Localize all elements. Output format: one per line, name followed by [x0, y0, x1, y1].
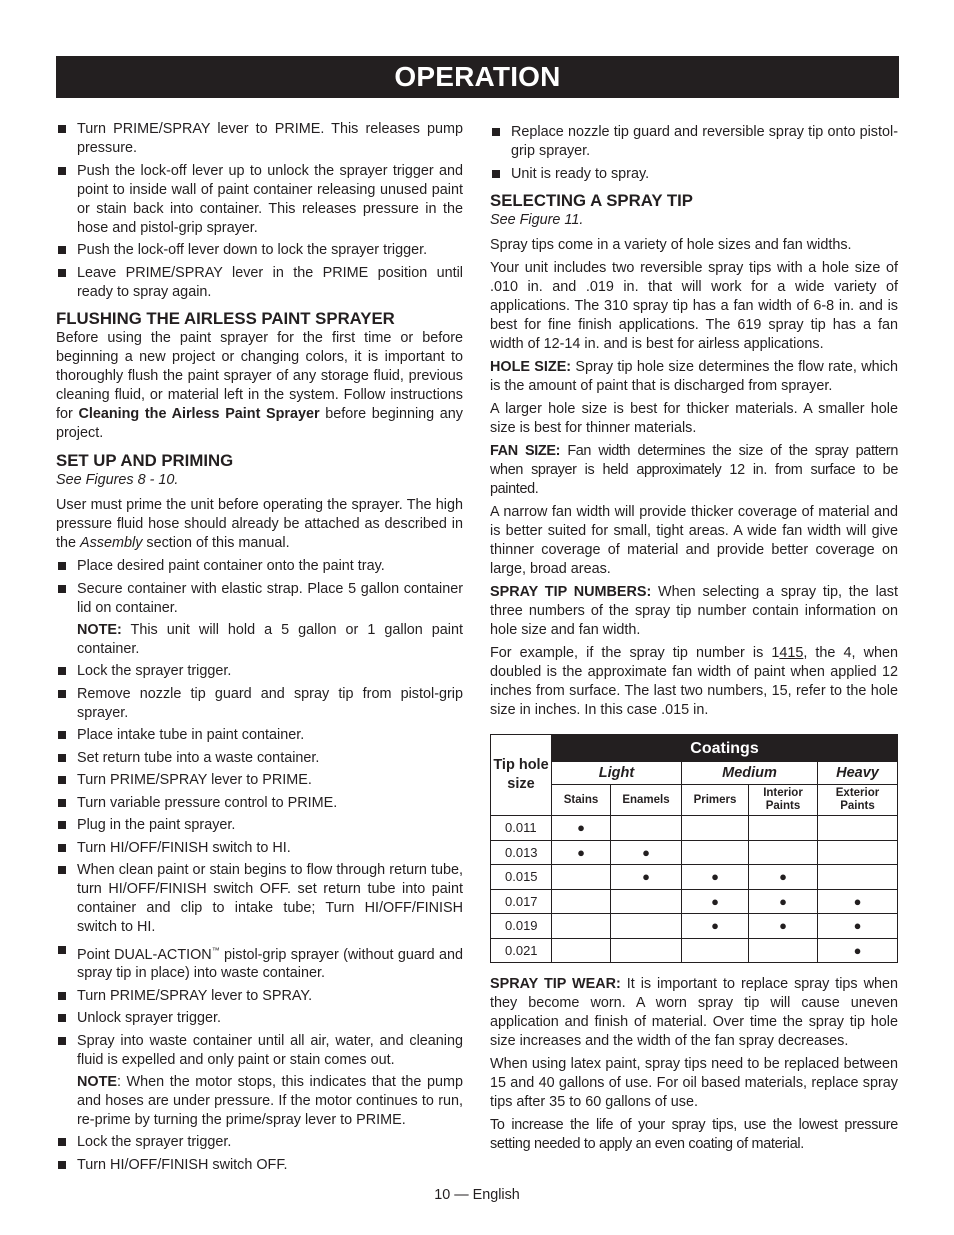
spray-tip-numbers-paragraph: SPRAY TIP NUMBERS: When selecting a spray tip, the last three numbers of the spray tip number contain information on hole size and fan width. [490, 584, 898, 638]
column-header-enamels: Enamels [611, 785, 682, 816]
list-item: Unlock sprayer trigger. [56, 1009, 463, 1028]
coating-cell [749, 938, 818, 963]
bullet-dot-icon: ● [642, 844, 650, 860]
coating-cell [682, 938, 749, 963]
coating-cell [682, 816, 749, 841]
table-row [491, 938, 898, 963]
coating-cell [818, 938, 898, 963]
coating-cell [682, 889, 749, 914]
example-paragraph: For example, if the spray tip number is 1415, the 4, when doubled is the approximate fan width of paint when applied 12 inches from surface. The last two numbers, 15, refer to the hole size in inches. In this case .015 in. [490, 645, 898, 718]
table-row [491, 816, 898, 841]
fan-size-paragraph: FAN SIZE: Fan width determines the size of the spray pattern when sprayer is held approximately 12 in. from surface to be painted. [490, 443, 898, 497]
coating-cell [749, 816, 818, 841]
bullet-dot-icon: ● [853, 893, 862, 909]
coating-cell [611, 840, 682, 865]
coating-cell [552, 865, 611, 890]
setup-bullet-list [56, 557, 463, 1175]
coating-cell [611, 865, 682, 890]
coating-cell [611, 938, 682, 963]
coating-cell [818, 914, 898, 939]
coating-cell [818, 840, 898, 865]
group-header-heavy: Heavy [818, 762, 898, 785]
list-item: Secure container with elastic strap. Place 5 gallon container lid on container. NOTE: This unit will hold a 5 gallon or 1 gallon paint container. [56, 580, 463, 659]
list-item: Place desired paint container onto the paint tray. [56, 557, 463, 576]
hole-size-cell: 0.021 [491, 938, 552, 963]
hole-size-cell: 0.013 [491, 840, 552, 865]
paragraph: Spray tips come in a variety of hole sizes and fan widths. [490, 237, 852, 253]
table-row [491, 840, 898, 865]
note: NOTE: When the motor stops, this indicates that the pump and hoses are under pressure. If the motor continues to run, re-prime by turning the prime/spray lever to PRIME. [77, 1073, 463, 1128]
left-column [56, 120, 463, 1178]
list-item: Place intake tube in paint container. [56, 726, 463, 745]
list-item: Leave PRIME/SPRAY lever in the PRIME position until ready to spray again. [56, 264, 463, 302]
bullet-dot-icon: ● [711, 918, 719, 934]
group-header-light: Light [552, 762, 682, 785]
coating-cell [552, 889, 611, 914]
list-item: Turn PRIME/SPRAY lever to PRIME. [56, 771, 463, 790]
coating-cell [818, 816, 898, 841]
column-header-stains: Stains [552, 785, 611, 816]
bullet-dot-icon: ● [853, 918, 862, 934]
coating-cell [611, 914, 682, 939]
page-title: OPERATION [394, 61, 561, 92]
page-banner [56, 56, 899, 98]
paragraph: A larger hole size is best for thicker materials. A smaller hole size is best for thinner materials. [490, 401, 898, 436]
setup-paragraph: User must prime the unit before operating the sprayer. The high pressure fluid hose should already be attached as described in the Assembly section of this manual. [56, 497, 463, 551]
list-item: Turn HI/OFF/FINISH switch to HI. [56, 839, 463, 858]
hole-size-cell: 0.017 [491, 889, 552, 914]
coating-cell [682, 865, 749, 890]
list-item: Spray into waste container until all air, water, and cleaning fluid is expelled and only paint or stain comes out. NOTE: When the motor stops, this indicates that the pump and hoses are under pressure. If the motor continues to run, re-prime by turning the prime/spray lever to PRIME. [56, 1032, 463, 1130]
list-item: Replace nozzle tip guard and reversible spray tip onto pistol-grip sprayer. [490, 123, 898, 161]
selecting-heading: SELECTING A SPRAY TIP [490, 191, 693, 210]
coatings-header: Coatings [552, 735, 898, 762]
bullet-dot-icon: ● [853, 942, 862, 958]
bullet-dot-icon: ● [779, 893, 787, 909]
note: NOTE: This unit will hold a 5 gallon or 1 gallon paint container. [77, 621, 463, 657]
coating-cell [749, 889, 818, 914]
bullet-dot-icon: ● [577, 844, 585, 860]
table-row [491, 889, 898, 914]
bullet-dot-icon: ● [711, 893, 719, 909]
column-header-primers: Primers [682, 785, 749, 816]
hole-size-cell: 0.011 [491, 816, 552, 841]
list-item: Lock the sprayer trigger. [56, 1133, 463, 1152]
list-item: Lock the sprayer trigger. [56, 662, 463, 681]
hole-size-cell: 0.019 [491, 914, 552, 939]
coating-cell [552, 816, 611, 841]
group-header-medium: Medium [682, 762, 818, 785]
list-item: When clean paint or stain begins to flow through return tube, turn HI/OFF/FINISH switch OFF. set return tube into paint container and clip to intake tube; Turn HI/OFF/FINISH switch to HI. [56, 861, 463, 937]
list-item: Remove nozzle tip guard and spray tip from pistol-grip sprayer. [56, 685, 463, 723]
coating-cell [682, 914, 749, 939]
intro-bullet-list [56, 120, 463, 302]
spray-tip-table [490, 734, 898, 963]
coating-cell [552, 938, 611, 963]
bullet-dot-icon: ● [779, 918, 787, 934]
flushing-paragraph: Before using the paint sprayer for the first time or before beginning a new project or changing colors, it is important to thoroughly flush the paint sprayer of any storage fluid, previous cleaning fluid, or material left in the system. Follow instructions for Cleaning the Airless Paint Sprayer before beginning any project. [56, 330, 464, 441]
paragraph: Your unit includes two reversible spray tips with a hole size of .010 in. and .019 in. that will work for a wide variety of applications. The 310 spray tip has a fan width of 6-8 in. and is best for fine finish applications. The 619 spray tip has a fan width of 12-14 in. and is best for airless applications. [490, 260, 898, 352]
list-item: Unit is ready to spray. [490, 165, 898, 184]
paragraph: To increase the life of your spray tips, use the lowest pressure setting needed to apply an even coating of material. [490, 1117, 898, 1152]
table-row [491, 914, 898, 939]
bullet-dot-icon: ● [779, 869, 787, 885]
coating-cell [682, 840, 749, 865]
hole-size-paragraph: HOLE SIZE: Spray tip hole size determines the flow rate, which is the amount of paint that is discharged from sprayer. [490, 359, 898, 394]
paragraph: When using latex paint, spray tips need to be replaced between 15 and 40 gallons of use. For oil based materials, replace spray tips after 35 to 60 gallons of use. [490, 1056, 898, 1110]
list-item: Turn PRIME/SPRAY lever to SPRAY. [56, 987, 463, 1006]
list-item: Push the lock-off lever down to lock the sprayer trigger. [56, 241, 463, 260]
tip-hole-size-header: Tip hole size [491, 735, 552, 816]
coating-cell [552, 840, 611, 865]
coating-cell [552, 914, 611, 939]
selecting-figure-ref: See Figure 11. [490, 212, 584, 228]
coating-cell [818, 889, 898, 914]
coating-cell [749, 914, 818, 939]
list-item: Turn PRIME/SPRAY lever to PRIME. This releases pump pressure. [56, 120, 463, 158]
coating-cell [749, 865, 818, 890]
hole-size-cell: 0.015 [491, 865, 552, 890]
right-column [490, 123, 898, 1158]
bullet-dot-icon: ● [711, 869, 719, 885]
list-item: Turn HI/OFF/FINISH switch OFF. [56, 1156, 463, 1175]
coating-cell [749, 840, 818, 865]
bullet-dot-icon: ● [577, 820, 585, 836]
page-footer: 10 — English [434, 1187, 520, 1203]
setup-heading: SET UP AND PRIMING [56, 451, 234, 470]
list-item: Push the lock-off lever up to unlock the sprayer trigger and point to inside wall of paint container releasing unused paint or stain back into container. This releases pressure in the hose and pistol-grip sprayer. [56, 162, 463, 238]
coating-cell [611, 816, 682, 841]
table-row [491, 865, 898, 890]
coating-cell [611, 889, 682, 914]
list-item: Plug in the paint sprayer. [56, 816, 463, 835]
setup-figure-ref: See Figures 8 - 10. [56, 472, 179, 488]
flushing-heading: FLUSHING THE AIRLESS PAINT SPRAYER [56, 309, 395, 328]
paragraph: A narrow fan width will provide thicker coverage of material and is better suited for small, tight areas. A wide fan width will give thinner coverage of material and provide better coverage on large, broad areas. [490, 504, 898, 577]
spray-tip-wear-paragraph: SPRAY TIP WEAR: It is important to replace spray tips when they become worn. A worn spray tip will cause uneven application and finish of material. Over time the spray tip hole size increases and the width of the fan spray decreases. [490, 976, 898, 1049]
bullet-dot-icon: ● [642, 869, 650, 885]
coating-cell [818, 865, 898, 890]
right-bullet-list [490, 123, 898, 184]
column-header-interior-paints: Interior Paints [749, 785, 818, 816]
list-item: Point DUAL-ACTION™ pistol-grip sprayer (without guard and spray tip in place) into waste container. [56, 941, 463, 984]
list-item: Set return tube into a waste container. [56, 749, 463, 768]
column-header-exterior-paints: Exterior Paints [818, 785, 898, 816]
list-item: Turn variable pressure control to PRIME. [56, 794, 463, 813]
